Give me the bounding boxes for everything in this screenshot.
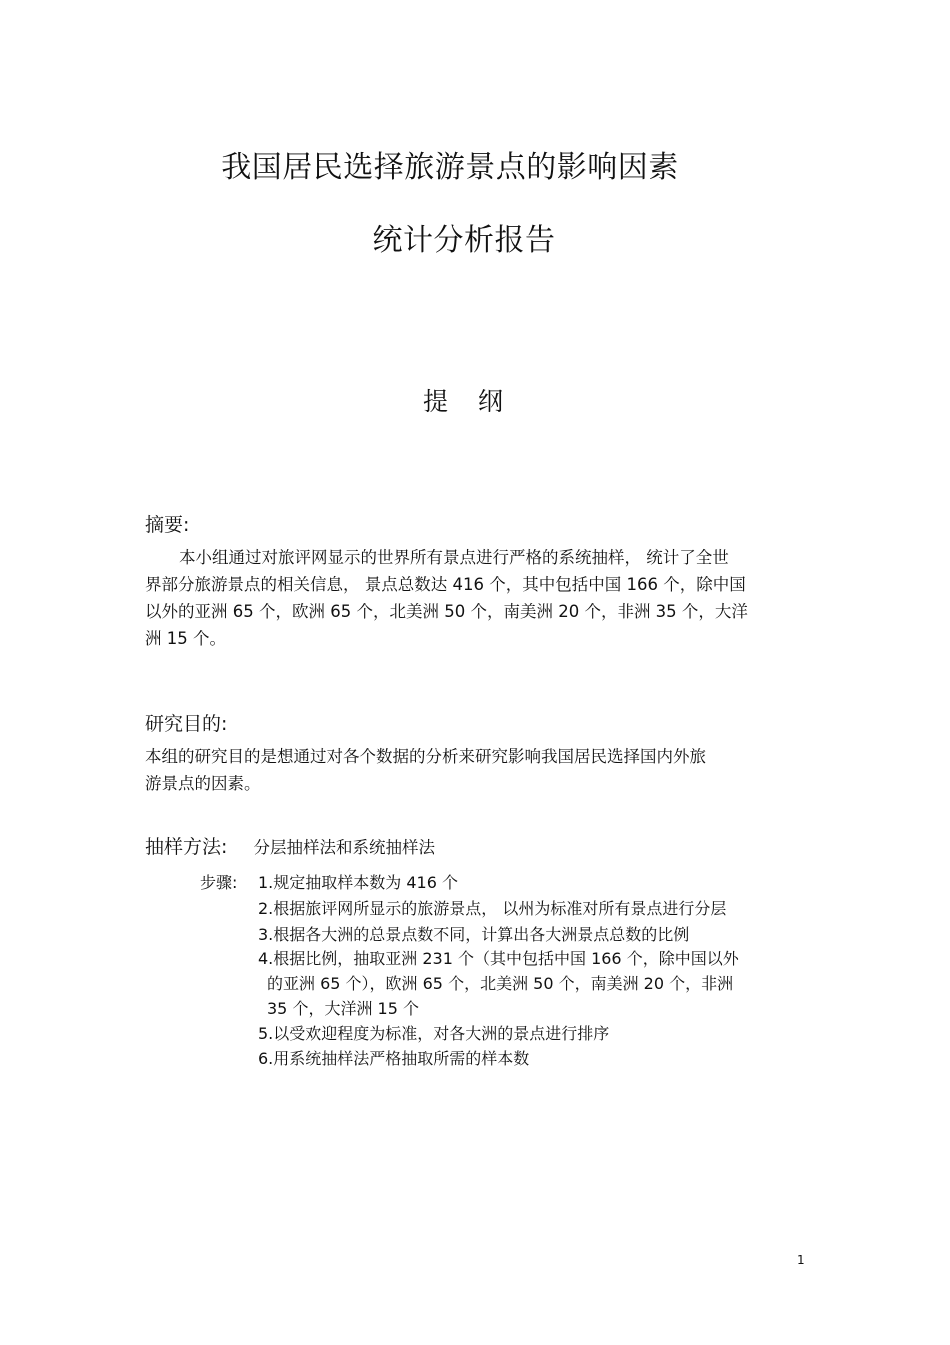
abstract-line: 洲 15 个。 xyxy=(145,629,226,648)
step-item: 2.根据旅评网所显示的旅游景点， 以州为标准对所有景点进行分层 xyxy=(258,899,727,918)
page-number: 1 xyxy=(797,1253,805,1267)
step-continuation: 35 个，大洋洲 15 个 xyxy=(267,999,419,1018)
method-heading: 抽样方法: xyxy=(145,836,228,858)
step-item: 5.以受欢迎程度为标准，对各大洲的景点进行排序 xyxy=(258,1024,610,1043)
steps-label-row xyxy=(200,870,257,896)
report-title-line1: 我国居民选择旅游景点的影响因素 xyxy=(221,150,679,185)
purpose-line: 本组的研究目的是想通过对各个数据的分析来研究影响我国居民选择国内外旅 xyxy=(145,747,706,766)
steps-label: 步骤: xyxy=(200,873,238,892)
abstract-line: 界部分旅游景点的相关信息， 景点总数达 416 个，其中包括中国 166 个，除中国 xyxy=(145,575,746,594)
abstract-paragraph xyxy=(145,544,805,652)
purpose-heading: 研究目的: xyxy=(145,713,228,735)
report-title-line2: 统计分析报告 xyxy=(372,223,556,258)
purpose-paragraph xyxy=(145,743,805,797)
step-continuation: 的亚洲 65 个），欧洲 65 个，北美洲 50 个，南美洲 20 个，非洲 xyxy=(267,974,734,993)
abstract-line: 本小组通过对旅评网显示的世界所有景点进行严格的系统抽样， 统计了全世 xyxy=(179,548,729,567)
step-item: 3.根据各大洲的总景点数不同，计算出各大洲景点总数的比例 xyxy=(258,925,690,944)
abstract-heading: 摘要: xyxy=(145,514,190,536)
step-item: 6.用系统抽样法严格抽取所需的样本数 xyxy=(258,1049,530,1068)
abstract-line: 以外的亚洲 65 个，欧洲 65 个，北美洲 50 个，南美洲 20 个，非洲 35 个，大洋 xyxy=(145,602,748,621)
purpose-line: 游景点的因素。 xyxy=(145,774,261,793)
method-value: 分层抽样法和系统抽样法 xyxy=(253,838,435,857)
step-item: 1.规定抽取样本数为 416 个 xyxy=(258,873,458,892)
outline-heading: 提纲 xyxy=(422,387,533,416)
method-row xyxy=(145,832,435,859)
step-item: 4.根据比例，抽取亚洲 231 个（其中包括中国 166 个，除中国以外 xyxy=(258,949,739,968)
